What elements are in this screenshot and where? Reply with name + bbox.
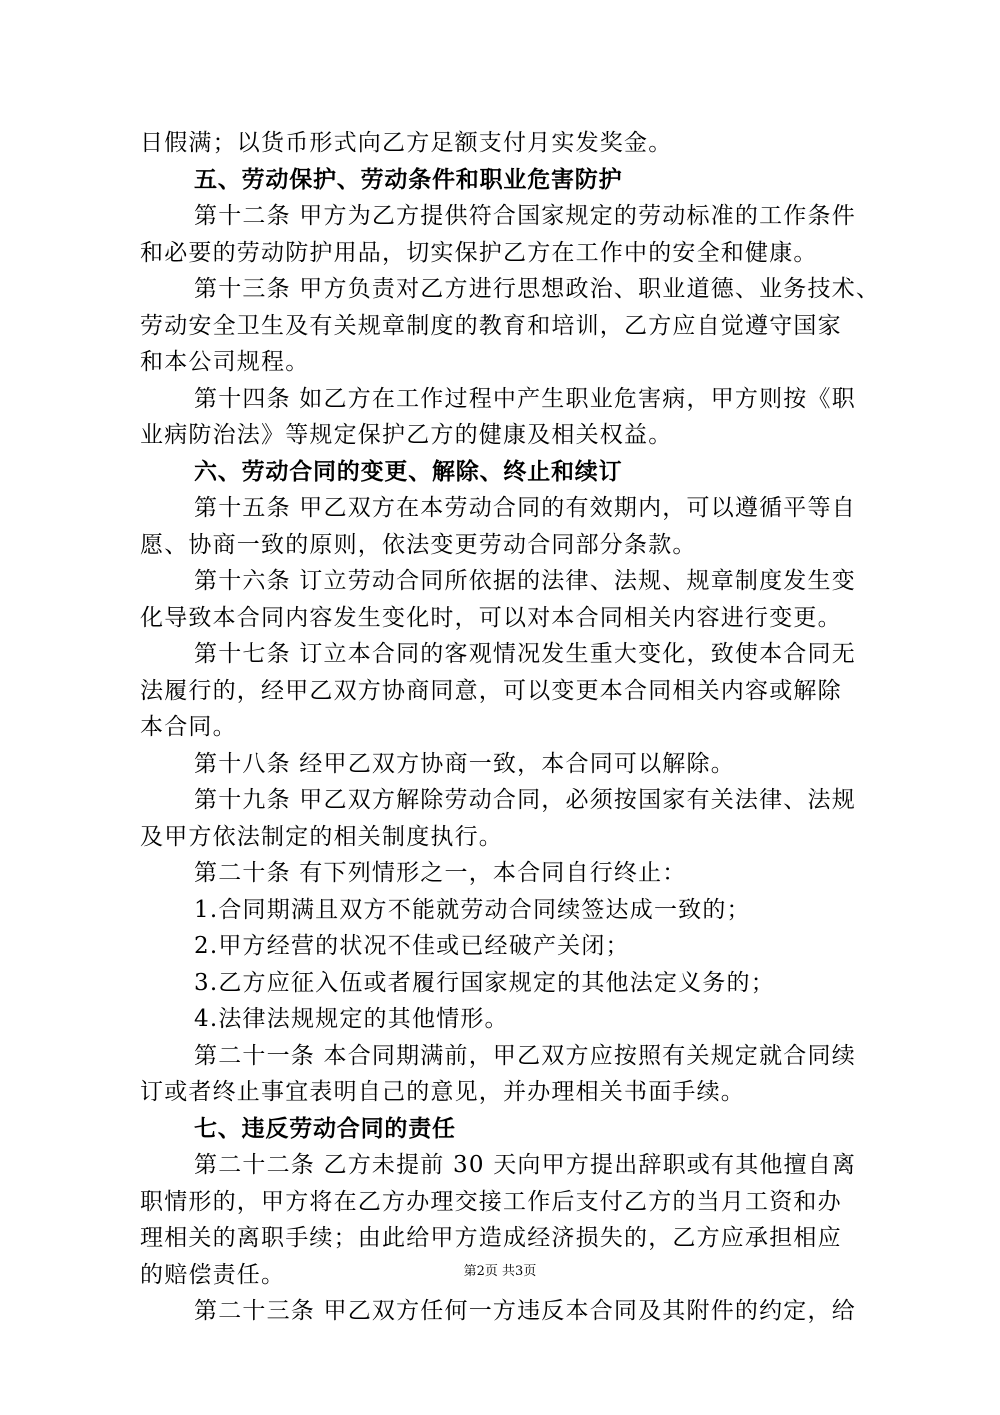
- text-line: 第二十条 有下列情形之一，本合同自行终止：: [194, 860, 687, 886]
- page-footer: [0, 1260, 1000, 1279]
- list-item: 2.甲方经营的状况不佳或已经破产关闭；: [194, 933, 630, 959]
- text-line: 第十七条 订立本合同的客观情况发生重大变化，致使本合同无: [194, 641, 856, 667]
- text-line: 和本公司规程。: [140, 349, 310, 375]
- text-line: 第十五条 甲乙双方在本劳动合同的有效期内，可以遵循平等自: [194, 495, 856, 521]
- text-line: 第二十三条 甲乙双方任何一方违反本合同及其附件的约定，给: [194, 1298, 856, 1324]
- page-number: 第2页 共3页: [463, 1264, 537, 1279]
- text-line: 业病防治法》等规定保护乙方的健康及相关权益。: [140, 422, 673, 448]
- text-line: 及甲方依法制定的相关制度执行。: [140, 823, 503, 850]
- text-line: 第十二条 甲方为乙方提供符合国家规定的劳动标准的工作条件: [194, 203, 856, 229]
- text-line: 愿、协商一致的原则，依法变更劳动合同部分条款。: [140, 531, 697, 558]
- text-line: 订或者终止事宜表明自己的意见，并办理相关书面手续。: [140, 1079, 745, 1105]
- text-line: 日假满；以货币形式向乙方足额支付月实发奖金。: [140, 130, 673, 156]
- list-item: 1.合同期满且双方不能就劳动合同续签达成一致的；: [194, 896, 751, 923]
- document-body: [140, 125, 881, 1330]
- text-line: 第十三条 甲方负责对乙方进行思想政治、职业道德、业务技术、: [194, 276, 881, 302]
- text-line: 理相关的离职手续；由此给甲方造成经济损失的，乙方应承担相应: [140, 1225, 842, 1251]
- list-item: 3.乙方应征入伍或者履行国家规定的其他法定义务的；: [194, 969, 775, 996]
- text-line: 法履行的，经甲乙双方协商同意，可以变更本合同相关内容或解除: [140, 677, 842, 704]
- section-heading: 六、劳动合同的变更、解除、终止和续订: [194, 458, 623, 485]
- text-line: 第二十二条 乙方未提前 30 天向甲方提出辞职或有其他擅自离: [194, 1152, 857, 1178]
- section-heading: 七、违反劳动合同的责任: [194, 1115, 456, 1142]
- text-line: 的赔偿责任。: [140, 1261, 286, 1288]
- text-line: 本合同。: [140, 714, 237, 740]
- text-line: 和必要的劳动防护用品，切实保护乙方在工作中的安全和健康。: [140, 239, 818, 266]
- text-line: 劳动安全卫生及有关规章制度的教育和培训，乙方应自觉遵守国家: [140, 312, 842, 339]
- text-line: 第十六条 订立劳动合同所依据的法律、法规、规章制度发生变: [194, 568, 856, 594]
- text-line: 第十八条 经甲乙双方协商一致，本合同可以解除。: [194, 750, 735, 777]
- text-line: 第二十一条 本合同期满前，甲乙双方应按照有关规定就合同续: [194, 1042, 856, 1069]
- text-line: 职情形的，甲方将在乙方办理交接工作后支付乙方的当月工资和办: [140, 1188, 842, 1215]
- text-line: 第十九条 甲乙双方解除劳动合同，必须按国家有关法律、法规: [194, 787, 856, 813]
- text-line: 化导致本合同内容发生变化时，可以对本合同相关内容进行变更。: [140, 604, 842, 631]
- list-item: 4.法律法规规定的其他情形。: [194, 1006, 509, 1032]
- section-heading: 五、劳动保护、劳动条件和职业危害防护: [194, 166, 623, 193]
- text-line: 第十四条 如乙方在工作过程中产生职业危害病，甲方则按《职: [194, 385, 856, 412]
